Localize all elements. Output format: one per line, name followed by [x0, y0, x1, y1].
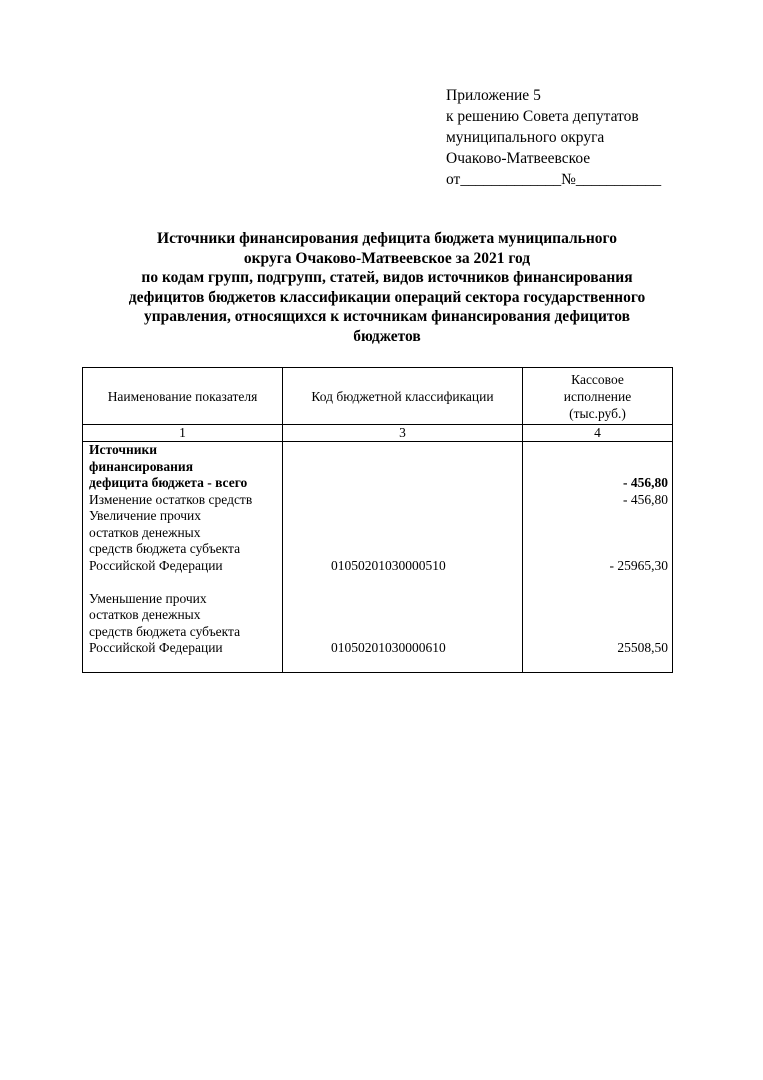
header-name: Наименование показателя [83, 368, 283, 425]
annex-line: Очаково-Матвеевское [446, 150, 591, 167]
title-line: округа Очаково-Матвеевское за 2021 год [243, 249, 531, 267]
title-line: по кодам групп, подгрупп, статей, видов источников финансирования [141, 269, 633, 286]
annex-line: от_____________№___________ [446, 171, 662, 188]
column-number: 3 [283, 425, 523, 442]
name-column [83, 442, 283, 673]
budget-code: 01050201030000510 [331, 557, 446, 573]
row-name-line: Уменьшение прочих [89, 590, 207, 606]
title-line: бюджетов [353, 327, 421, 345]
row-name-line: остатков денежных [89, 524, 201, 540]
header-execution-line: Кассовое [571, 371, 624, 387]
header-code: Код бюджетной классификации [283, 368, 523, 425]
header-execution-line: исполнение [563, 388, 632, 404]
row-name-line: финансирования [89, 458, 194, 474]
row-name-line: остатков денежных [89, 607, 201, 622]
execution-value: - 456,80 [623, 475, 668, 490]
title-line: управления, относящихся к источникам финансирования дефицитов [143, 308, 631, 325]
table-body-row [83, 442, 673, 673]
execution-value: 25508,50 [617, 640, 668, 655]
header-execution [523, 368, 673, 425]
execution-value: - 456,80 [623, 491, 668, 507]
annex-line: муниципального округа [446, 129, 605, 146]
row-name-line: Источники [89, 442, 158, 457]
row-name-line: средств бюджета субъекта [89, 541, 241, 556]
column-number-row [83, 425, 673, 442]
row-name-line: Российской Федерации [89, 640, 223, 655]
title-line: Источники финансирования дефицита бюджета муниципального [157, 230, 617, 247]
header-execution-line: (тыс.руб.) [569, 405, 626, 421]
annex-line: к решению Совета депутатов [446, 108, 639, 125]
column-number: 1 [83, 425, 283, 442]
document-title [60, 229, 714, 346]
title-line: дефицитов бюджетов классификации операций сектора государственного [128, 288, 646, 306]
financing-sources-table [82, 367, 673, 673]
row-name-line: Изменение остатков средств [89, 491, 253, 507]
row-name-line: средств бюджета субъекта [89, 623, 241, 639]
execution-value: - 25965,30 [609, 557, 668, 573]
table-header-row [83, 368, 673, 425]
code-column [283, 442, 523, 673]
row-name-line: дефицита бюджета - всего [89, 475, 248, 490]
row-name-line: Увеличение прочих [89, 508, 202, 523]
budget-code: 01050201030000610 [331, 640, 446, 655]
annex-line: Приложение 5 [446, 87, 541, 104]
execution-column [523, 442, 673, 673]
annex-header [446, 85, 746, 190]
row-name-line: Российской Федерации [89, 557, 223, 573]
column-number: 4 [523, 425, 673, 442]
